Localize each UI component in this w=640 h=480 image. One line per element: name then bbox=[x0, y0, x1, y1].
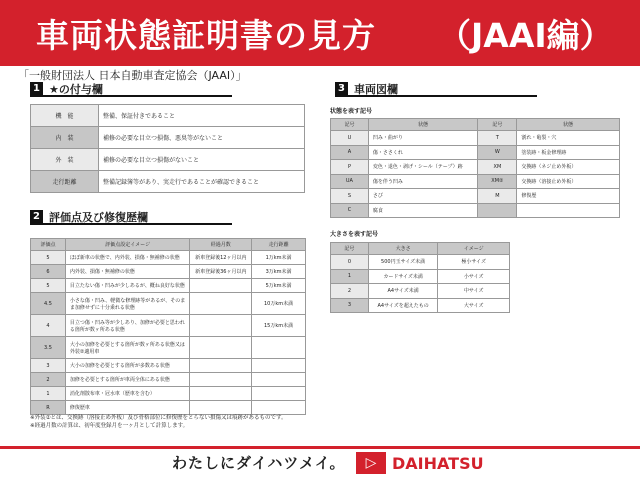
condition-table bbox=[330, 118, 620, 218]
table-cell: 1万km未満 bbox=[252, 251, 306, 265]
table-cell bbox=[252, 373, 306, 387]
table-cell: M bbox=[478, 189, 517, 204]
column-header: 評価点設定イメージ bbox=[65, 239, 189, 251]
table-cell bbox=[190, 387, 252, 401]
table-row bbox=[31, 171, 305, 193]
row-label: 機 能 bbox=[31, 105, 99, 127]
table-cell: 傷・ささくれ bbox=[368, 145, 478, 160]
row-text: 整備、保証付きであること bbox=[99, 105, 305, 127]
row-label: 内 装 bbox=[31, 127, 99, 149]
table-row bbox=[331, 269, 510, 284]
note: ※経過月数の計算は、初年度登録月を一ヶ月として計算します。 bbox=[30, 423, 189, 429]
column-header: 状態 bbox=[368, 119, 478, 131]
section-number: 2 bbox=[30, 210, 43, 223]
table-cell bbox=[252, 359, 306, 373]
table-cell: 新車登録後36ヶ月以内 bbox=[190, 265, 252, 279]
table-cell: 15万km未満 bbox=[252, 315, 306, 337]
table-row bbox=[331, 284, 510, 299]
column-header: 状態 bbox=[517, 119, 620, 131]
table-cell: 10万km未満 bbox=[252, 293, 306, 315]
table-cell bbox=[252, 401, 306, 415]
section2-heading bbox=[30, 210, 232, 225]
table-cell: 3 bbox=[31, 359, 66, 373]
table-cell: UA bbox=[331, 174, 369, 189]
header-banner bbox=[0, 0, 640, 66]
table-row bbox=[331, 160, 620, 175]
section1-heading bbox=[30, 82, 232, 97]
table-cell: 交換跡（溶接止め外板） bbox=[517, 174, 620, 189]
section-number: 3 bbox=[335, 82, 348, 95]
table-cell: 消化剤散布車・冠水車（歴車を含む） bbox=[65, 387, 189, 401]
row-text: 補修の必要な目立つ損傷、悪臭等がないこと bbox=[99, 127, 305, 149]
table-cell: 小さな傷・凹み、軽微な修理跡等があるが、そのまま加修せずに十分乗れる状態 bbox=[65, 293, 189, 315]
table-cell: 交換跡（ネジ止め外板） bbox=[517, 160, 620, 175]
table-cell: カードサイズ未満 bbox=[368, 269, 438, 284]
table-cell: P bbox=[331, 160, 369, 175]
table-cell: XM② bbox=[478, 174, 517, 189]
page-subtitle: （JAAI編） bbox=[438, 16, 613, 55]
table-cell bbox=[190, 373, 252, 387]
table-cell bbox=[517, 203, 620, 218]
table-cell: W bbox=[478, 145, 517, 160]
table-cell: 3万km未満 bbox=[252, 265, 306, 279]
organization-name: 「一般財団法人 日本自動車査定協会（JAAI）」 bbox=[18, 69, 247, 82]
table-cell: 目立たない傷・凹みが少しあるが、概ね良好な状態 bbox=[65, 279, 189, 293]
table-row bbox=[331, 174, 620, 189]
table-row bbox=[31, 149, 305, 171]
table-cell: 修復歴 bbox=[517, 189, 620, 204]
table-cell: 500円玉サイズ未満 bbox=[368, 255, 438, 270]
table-cell: 修復歴車 bbox=[65, 401, 189, 415]
table-cell: 腐食 bbox=[368, 203, 478, 218]
slogan-logo: わたしにダイハツメイ。 bbox=[172, 454, 346, 472]
column-header: 記号 bbox=[331, 243, 369, 255]
table-cell bbox=[478, 203, 517, 218]
star-table bbox=[30, 104, 305, 193]
table-row bbox=[31, 293, 306, 315]
table-cell: S bbox=[331, 189, 369, 204]
table-row bbox=[331, 255, 510, 270]
table-cell bbox=[190, 315, 252, 337]
table-cell: A4サイズを超えたもの bbox=[368, 298, 438, 313]
table-cell: 4.5 bbox=[31, 293, 66, 315]
column-header: 評価点 bbox=[31, 239, 66, 251]
table-cell: T bbox=[478, 131, 517, 146]
section-title: 車両図欄 bbox=[354, 82, 398, 96]
grade-table bbox=[30, 238, 306, 415]
table-row bbox=[331, 145, 620, 160]
table-cell: 5万km未満 bbox=[252, 279, 306, 293]
table-cell: 傷を伴う凹み bbox=[368, 174, 478, 189]
table-cell bbox=[190, 293, 252, 315]
notes bbox=[30, 414, 287, 430]
table-row bbox=[31, 105, 305, 127]
column-header: 記号 bbox=[331, 119, 369, 131]
table-cell bbox=[190, 279, 252, 293]
table-cell: R bbox=[31, 401, 66, 415]
table-cell: 5 bbox=[31, 279, 66, 293]
table-cell: 内外装、損傷・無補修の状態 bbox=[65, 265, 189, 279]
table-cell: 3.5 bbox=[31, 337, 66, 359]
table-row bbox=[31, 401, 306, 415]
table-row bbox=[31, 251, 306, 265]
table-cell: 塗装跡・板金修理跡 bbox=[517, 145, 620, 160]
table-cell: さび bbox=[368, 189, 478, 204]
divider bbox=[0, 446, 640, 449]
table-cell: A bbox=[331, 145, 369, 160]
table-cell: 0 bbox=[331, 255, 369, 270]
table-row bbox=[331, 189, 620, 204]
column-header: イメージ bbox=[438, 243, 510, 255]
table-cell bbox=[190, 337, 252, 359]
table-cell: 1 bbox=[31, 387, 66, 401]
table-cell: 6 bbox=[31, 265, 66, 279]
table-cell: 4 bbox=[31, 315, 66, 337]
table-row bbox=[31, 315, 306, 337]
section-title: ★の付与欄 bbox=[49, 82, 103, 96]
table-cell: 大小の加修を必要とする箇所が数ヶ所ある状態又は外装②適用車 bbox=[65, 337, 189, 359]
table-cell: 1 bbox=[331, 269, 369, 284]
table-cell bbox=[252, 387, 306, 401]
table-row bbox=[31, 387, 306, 401]
table-cell: 5 bbox=[31, 251, 66, 265]
table-cell: 加修を必要とする箇所が車両全体にある状態 bbox=[65, 373, 189, 387]
column-header: 走行距離 bbox=[252, 239, 306, 251]
column-header: 経過月数 bbox=[190, 239, 252, 251]
table-cell bbox=[252, 337, 306, 359]
row-label: 外 装 bbox=[31, 149, 99, 171]
section3-heading bbox=[335, 82, 537, 97]
table-cell: XM bbox=[478, 160, 517, 175]
table-cell: 2 bbox=[331, 284, 369, 299]
table-cell: 極小サイズ bbox=[438, 255, 510, 270]
table-cell: ほぼ新車の状態で、内外装、損傷・無補修の状態 bbox=[65, 251, 189, 265]
section-title: 評価点及び修復歴欄 bbox=[49, 210, 148, 224]
table-row bbox=[31, 373, 306, 387]
table-row bbox=[31, 265, 306, 279]
table-row bbox=[331, 298, 510, 313]
table-cell: 凹み・曲がり bbox=[368, 131, 478, 146]
table-cell: 変色・退色・剥げ・シール（テープ）跡 bbox=[368, 160, 478, 175]
table-cell bbox=[190, 401, 252, 415]
row-text: 整備記録簿等があり、実走行であることが確認できること bbox=[99, 171, 305, 193]
row-label: 走行距離 bbox=[31, 171, 99, 193]
table-row bbox=[331, 131, 620, 146]
brand-name: DAIHATSU bbox=[392, 454, 484, 473]
table-cell: U bbox=[331, 131, 369, 146]
table-row bbox=[31, 127, 305, 149]
condition-label: 状態を表す記号 bbox=[330, 108, 373, 115]
table-cell: A4サイズ未満 bbox=[368, 284, 438, 299]
table-cell: 小サイズ bbox=[438, 269, 510, 284]
row-text: 補修の必要な目立つ損傷がないこと bbox=[99, 149, 305, 171]
table-cell: C bbox=[331, 203, 369, 218]
page-title: 車両状態証明書の見方 bbox=[36, 16, 376, 55]
table-cell: 割れ・亀裂・穴 bbox=[517, 131, 620, 146]
table-row bbox=[31, 279, 306, 293]
note: ※外装②とは、交換跡（溶接止め外板）及び骨格部位に修復歴をとらない損傷又は痕跡があるものです。 bbox=[30, 415, 287, 421]
table-cell: 目立つ傷・凹み等が少しあり、加修が必要と思われる箇所が数ヶ所ある状態 bbox=[65, 315, 189, 337]
size-label: 大きさを表す記号 bbox=[330, 231, 379, 238]
table-cell: 新車登録後12ヶ月以内 bbox=[190, 251, 252, 265]
column-header: 大きさ bbox=[368, 243, 438, 255]
size-table bbox=[330, 242, 510, 313]
table-cell bbox=[190, 359, 252, 373]
daihatsu-logo-icon: ▷ bbox=[356, 452, 386, 474]
table-cell: 大小の加修を必要とする箇所が多数ある状態 bbox=[65, 359, 189, 373]
table-row bbox=[31, 359, 306, 373]
table-cell: 3 bbox=[331, 298, 369, 313]
table-cell: 大サイズ bbox=[438, 298, 510, 313]
table-cell: 2 bbox=[31, 373, 66, 387]
table-row bbox=[331, 203, 620, 218]
table-cell: 中サイズ bbox=[438, 284, 510, 299]
column-header: 記号 bbox=[478, 119, 517, 131]
table-row bbox=[31, 337, 306, 359]
section-number: 1 bbox=[30, 82, 43, 95]
